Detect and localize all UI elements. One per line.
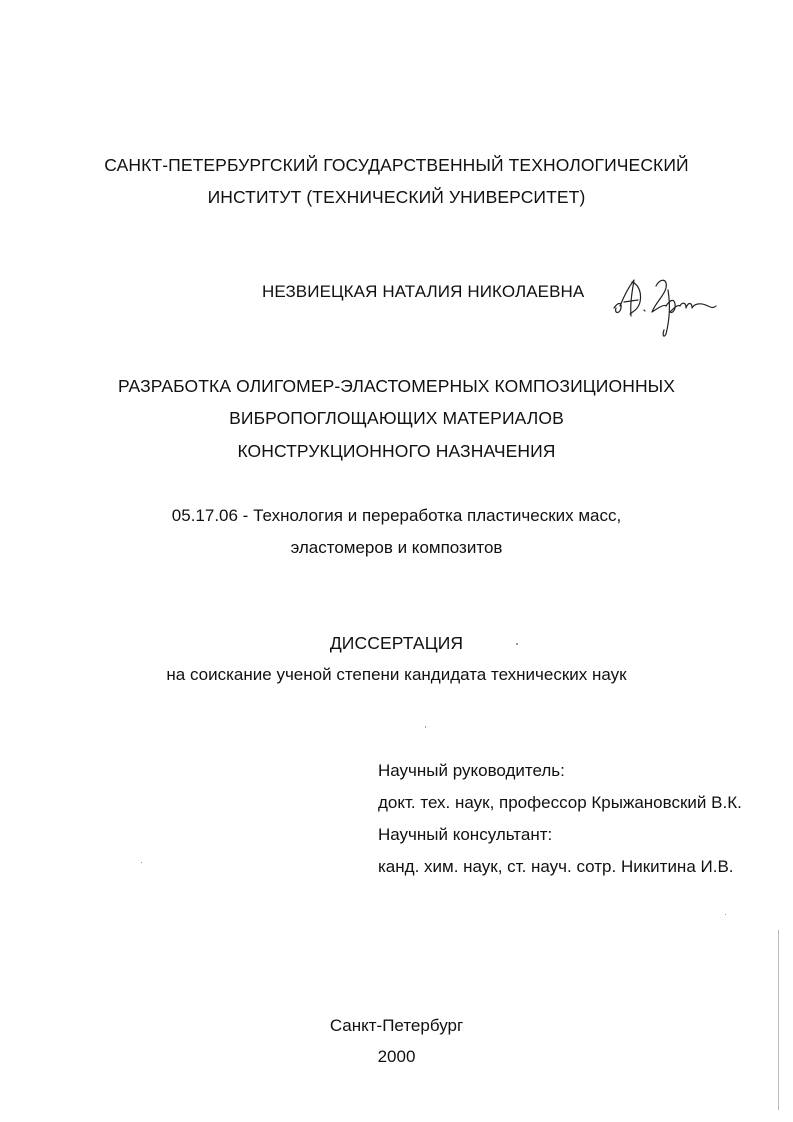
title-line-1: РАЗРАБОТКА ОЛИГОМЕР-ЭЛАСТОМЕРНЫХ КОМПОЗИЦИОННЫХ (117, 376, 676, 396)
author-signature (608, 262, 718, 342)
title-line-2: ВИБРОПОГЛОЩАЮЩИХ МАТЕРИАЛОВ (229, 408, 564, 428)
consultant-name: канд. хим. наук, ст. науч. сотр. Никитина И.В. (378, 857, 734, 876)
work-type-label: ДИССЕРТАЦИЯ (329, 633, 464, 653)
specialty-line-2: эластомеров и композитов (290, 538, 503, 557)
scan-speck (725, 914, 726, 915)
degree-line: на соискание ученой степени кандидата технических наук (166, 665, 627, 684)
city: Санкт-Петербург (329, 1016, 464, 1035)
scan-edge-line (778, 930, 779, 1110)
supervisor-label: Научный руководитель: (378, 761, 565, 780)
title-line-3: КОНСТРУКЦИОННОГО НАЗНАЧЕНИЯ (237, 441, 556, 461)
specialty-line-1: 05.17.06 - Технология и переработка пластических масс, (171, 506, 622, 525)
scan-speck (516, 643, 518, 645)
scan-speck (141, 862, 142, 863)
author-name: НЕЗВИЕЦКАЯ НАТАЛИЯ НИКОЛАЕВНА (262, 282, 585, 301)
supervisor-name: докт. тех. наук, профессор Крыжановский В.К. (378, 793, 742, 812)
institution-line-2: ИНСТИТУТ (ТЕХНИЧЕСКИЙ УНИВЕРСИТЕТ) (207, 187, 586, 207)
scan-speck (425, 726, 426, 728)
institution-line-1: САНКТ-ПЕТЕРБУРГСКИЙ ГОСУДАРСТВЕННЫЙ ТЕХНОЛОГИЧЕСКИЙ (104, 155, 689, 175)
consultant-label: Научный консультант: (378, 825, 553, 844)
year: 2000 (377, 1047, 416, 1066)
